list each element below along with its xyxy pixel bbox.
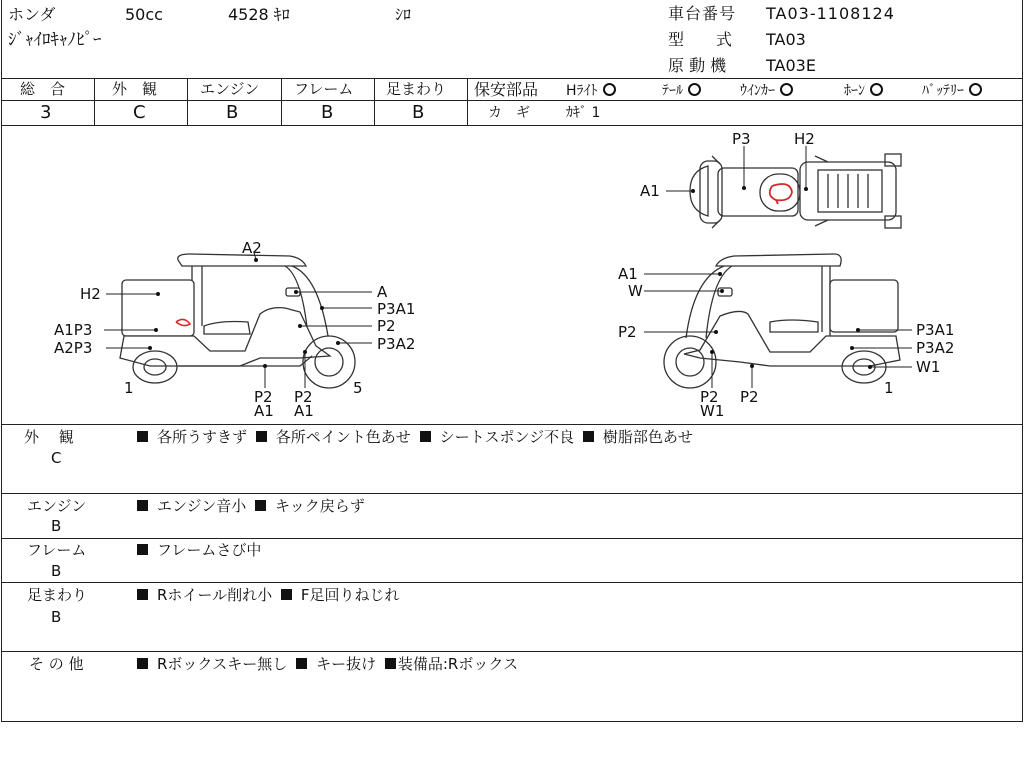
bullet-square-icon [385,658,396,669]
divider-note-5 [1,721,1023,722]
label-left-p2-a: P2 [254,388,273,406]
model-name: ｼﾞｬｲﾛｷｬﾉﾋﾟｰ [8,30,102,50]
label-right-1: 1 [884,379,894,397]
key-label: カ ギ [488,105,530,121]
right-side-view [618,254,954,420]
frame-grade-label: フレーム [294,80,354,98]
safety-headlight: Hﾗｲﾄ [566,83,616,98]
maker: ホンダ [8,5,56,24]
note-items: Rホイール削れ小 F足回りねじれ [137,588,404,603]
bullet-square-icon [137,658,148,669]
label-left-h2: H2 [80,285,101,303]
engine-grade: B [226,102,239,123]
overall-grade: 3 [40,102,52,123]
note-grade: B [51,562,62,580]
label-left-1: 1 [124,379,134,397]
label-right-p3a2: P3A2 [916,339,955,357]
note-items: Rボックスキー無し キー抜け 装備品:Rボックス [137,657,522,672]
label-right-p2-a: P2 [700,388,719,406]
label-left-a2p3: A2P3 [54,339,93,357]
note-items: 各所うすきず 各所ペイント色あせ シートスポンジ不良 樹脂部色あせ [137,430,697,445]
label-right-p2-b: P2 [740,388,759,406]
exterior-label: 外 観 [112,80,158,98]
label-left-a2: A2 [242,239,262,257]
divider-note-1 [1,493,1023,494]
label-left-5: 5 [353,379,363,397]
divider-diagram [1,424,1023,425]
grade-col-2 [187,78,188,125]
chassis-value: TA03-1108124 [766,4,895,23]
grade-col-1 [94,78,95,125]
label-left-p3a2: P3A2 [377,335,416,353]
note-label: フレーム [27,541,87,559]
label-right-p3a1: P3A1 [916,321,955,339]
label-right-w: W [628,282,643,300]
note-label: 足まわり [27,586,88,604]
divider-grade-label-left [1,100,94,101]
safety-taillight: ﾃｰﾙ [662,83,701,98]
engine-label: 原 動 機 [668,56,727,75]
label-right-a1: A1 [618,265,638,283]
bullet-square-icon [420,431,431,442]
grade-col-5 [467,78,468,125]
grade-col-3 [281,78,282,125]
note-label: 外 観 [24,428,74,446]
bullet-square-icon [255,500,266,511]
label-left-a: A [377,283,388,301]
label-left-p3a1: P3A1 [377,300,416,318]
label-right-w1: W1 [916,358,941,376]
note-items: フレームさび中 [137,543,265,558]
note-grade: C [51,449,62,467]
ok-circle-icon [969,83,982,96]
bullet-square-icon [256,431,267,442]
ok-circle-icon [780,83,793,96]
note-label: そ の 他 [29,655,84,673]
label-left-a1-a: A1 [254,402,274,420]
note-label: エンジン [27,497,87,515]
mileage: 4528 ｷﾛ [228,5,290,24]
label-top-h2: H2 [794,130,815,148]
label-left-a1-b: A1 [294,402,314,420]
divider-note-4 [1,651,1023,652]
damage-mark-icon [770,184,792,204]
ok-circle-icon [603,83,616,96]
overall-label: 総 合 [20,80,66,98]
bullet-square-icon [137,544,148,555]
label-top-p3: P3 [732,130,751,148]
scooter-diagram [0,126,1024,424]
bullet-square-icon [583,431,594,442]
bullet-square-icon [137,431,148,442]
exterior-grade: C [133,102,146,123]
bullet-square-icon [137,500,148,511]
ok-circle-icon [870,83,883,96]
safety-label: 保安部品 [474,80,539,99]
engine-grade-label: エンジン [200,80,260,98]
type-label: 型 式 [668,30,733,49]
displacement: 50cc [125,5,163,24]
label-left-p2-b: P2 [294,388,313,406]
label-right-p2: P2 [618,323,637,341]
frame-grade: B [321,102,334,123]
safety-horn: ﾎｰﾝ [844,83,883,98]
safety-winker: ｳｲﾝｶｰ [740,83,793,98]
chassis-label: 車台番号 [668,4,737,23]
label-top-a1: A1 [640,182,660,200]
divider-note-2 [1,538,1023,539]
ok-circle-icon [688,83,701,96]
color: ｼﾛ [395,5,412,24]
note-items: エンジン音小 キック戻らず [137,499,369,514]
note-grade: B [51,608,62,626]
label-right-w1-b: W1 [700,402,725,420]
bullet-square-icon [296,658,307,669]
label-left-p2: P2 [377,317,396,335]
divider-header [1,78,1023,79]
suspension-grade: B [412,102,425,123]
note-grade: B [51,517,62,535]
divider-note-3 [1,582,1023,583]
left-side-view [54,239,415,420]
key-value: ｶｷﾞ 1 [566,105,601,121]
grade-col-4 [374,78,375,125]
label-left-a1p3: A1P3 [54,321,93,339]
bullet-square-icon [137,589,148,600]
divider-grade-label [94,100,1022,101]
bullet-square-icon [281,589,292,600]
type-value: TA03 [766,30,806,49]
top-view [640,130,901,228]
engine-value: TA03E [766,56,816,75]
suspension-grade-label: 足まわり [386,80,447,98]
safety-battery: ﾊﾞｯﾃﾘｰ [922,83,982,98]
